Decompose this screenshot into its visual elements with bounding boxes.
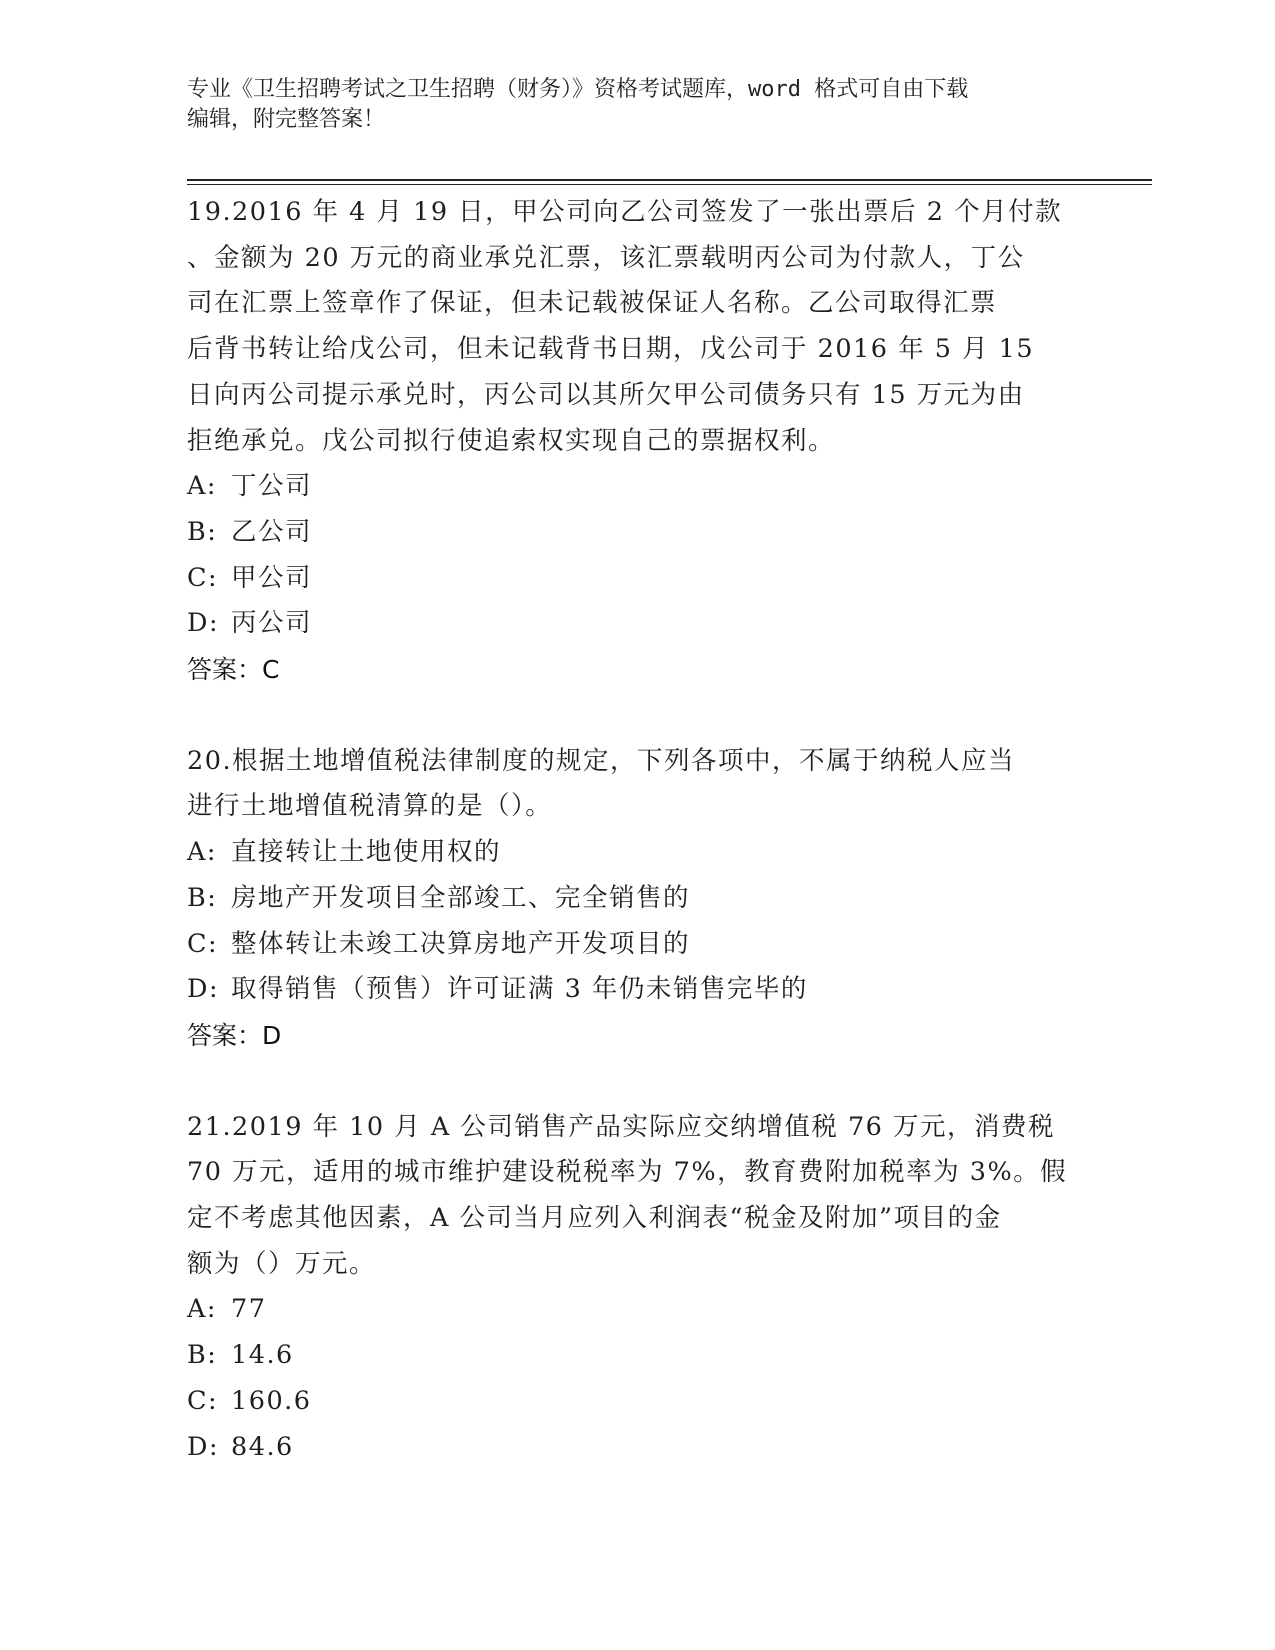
question-list xyxy=(187,190,1087,1516)
option-text: 14.6 xyxy=(231,1340,294,1371)
option-a xyxy=(187,464,1087,510)
option-letter: D: xyxy=(187,974,220,1005)
option-text: 取得销售（预售）许可证满 3 年仍未销售完毕的 xyxy=(231,974,808,1005)
header-line-1: 专业《卫生招聘考试之卫生招聘（财务）》资格考试题库，word 格式可自由下载 xyxy=(187,77,969,102)
option-c xyxy=(187,1379,1087,1425)
option-letter: C: xyxy=(187,928,219,959)
option-text: 160.6 xyxy=(231,1385,312,1416)
header-divider-thick xyxy=(187,179,1152,181)
option-text: 直接转让土地使用权的 xyxy=(231,837,502,868)
option-text: 房地产开发项目全部竣工、完全销售的 xyxy=(231,882,691,913)
option-a xyxy=(187,1287,1087,1333)
option-letter: C: xyxy=(187,562,219,593)
option-text: 丁公司 xyxy=(231,471,313,502)
question-20 xyxy=(187,739,1087,1059)
option-text: 84.6 xyxy=(231,1431,294,1462)
header-line-2: 编辑，附完整答案！ xyxy=(187,107,386,132)
question-21 xyxy=(187,1105,1087,1471)
option-letter: B: xyxy=(187,516,218,547)
option-d xyxy=(187,967,1087,1013)
question-stem xyxy=(187,1105,1087,1288)
stem-line: 进行土地增值税清算的是（）。 xyxy=(187,791,553,822)
option-d xyxy=(187,1425,1087,1471)
stem-line: 70 万元，适用的城市维护建设税税率为 7%，教育费附加税率为 3%。假 xyxy=(187,1157,1068,1188)
stem-line: 日向丙公司提示承兑时，丙公司以其所欠甲公司债务只有 15 万元为由 xyxy=(187,379,1025,410)
option-letter: D: xyxy=(187,608,220,639)
stem-line: 、金额为 20 万元的商业承兑汇票，该汇票载明丙公司为付款人，丁公 xyxy=(187,242,1025,273)
stem-line: 20.根据土地增值税法律制度的规定，下列各项中，不属于纳税人应当 xyxy=(187,745,1016,776)
stem-line: 定不考虑其他因素，A 公司当月应列入利润表“税金及附加”项目的金 xyxy=(187,1203,1002,1234)
option-text: 甲公司 xyxy=(231,562,313,593)
header-divider-thin xyxy=(187,184,1152,185)
option-c xyxy=(187,556,1087,602)
option-c xyxy=(187,922,1087,968)
option-letter: B: xyxy=(187,1340,218,1371)
option-text: 丙公司 xyxy=(231,608,313,639)
option-b xyxy=(187,1333,1087,1379)
answer-line: 答案：C xyxy=(187,655,280,685)
question-stem xyxy=(187,190,1087,464)
option-letter: D: xyxy=(187,1431,220,1462)
stem-line: 拒绝承兑。戊公司拟行使追索权实现自己的票据权利。 xyxy=(187,425,836,456)
stem-line: 19.2016 年 4 月 19 日，甲公司向乙公司签发了一张出票后 2 个月付款 xyxy=(187,197,1063,227)
stem-line: 后背书转让给戊公司，但未记载背书日期，戊公司于 2016 年 5 月 15 xyxy=(187,334,1035,365)
document-header xyxy=(187,75,1087,135)
option-letter: A: xyxy=(187,837,218,868)
stem-line: 司在汇票上签章作了保证，但未记载被保证人名称。乙公司取得汇票 xyxy=(187,288,998,319)
question-stem xyxy=(187,739,1087,830)
option-letter: A: xyxy=(187,1294,218,1325)
option-letter: B: xyxy=(187,882,218,913)
option-a xyxy=(187,830,1087,876)
option-b xyxy=(187,510,1087,556)
question-19 xyxy=(187,190,1087,693)
stem-line: 21.2019 年 10 月 A 公司销售产品实际应交纳增值税 76 万元，消费税 xyxy=(187,1111,1056,1142)
stem-line: 额为（）万元。 xyxy=(187,1248,377,1279)
option-b xyxy=(187,876,1087,922)
answer-line: 答案：D xyxy=(187,1020,282,1050)
option-letter: C: xyxy=(187,1385,219,1416)
option-letter: A: xyxy=(187,471,218,502)
option-text: 77 xyxy=(231,1294,267,1325)
option-text: 乙公司 xyxy=(231,516,313,547)
option-d xyxy=(187,601,1087,647)
option-text: 整体转让未竣工决算房地产开发项目的 xyxy=(231,928,691,959)
